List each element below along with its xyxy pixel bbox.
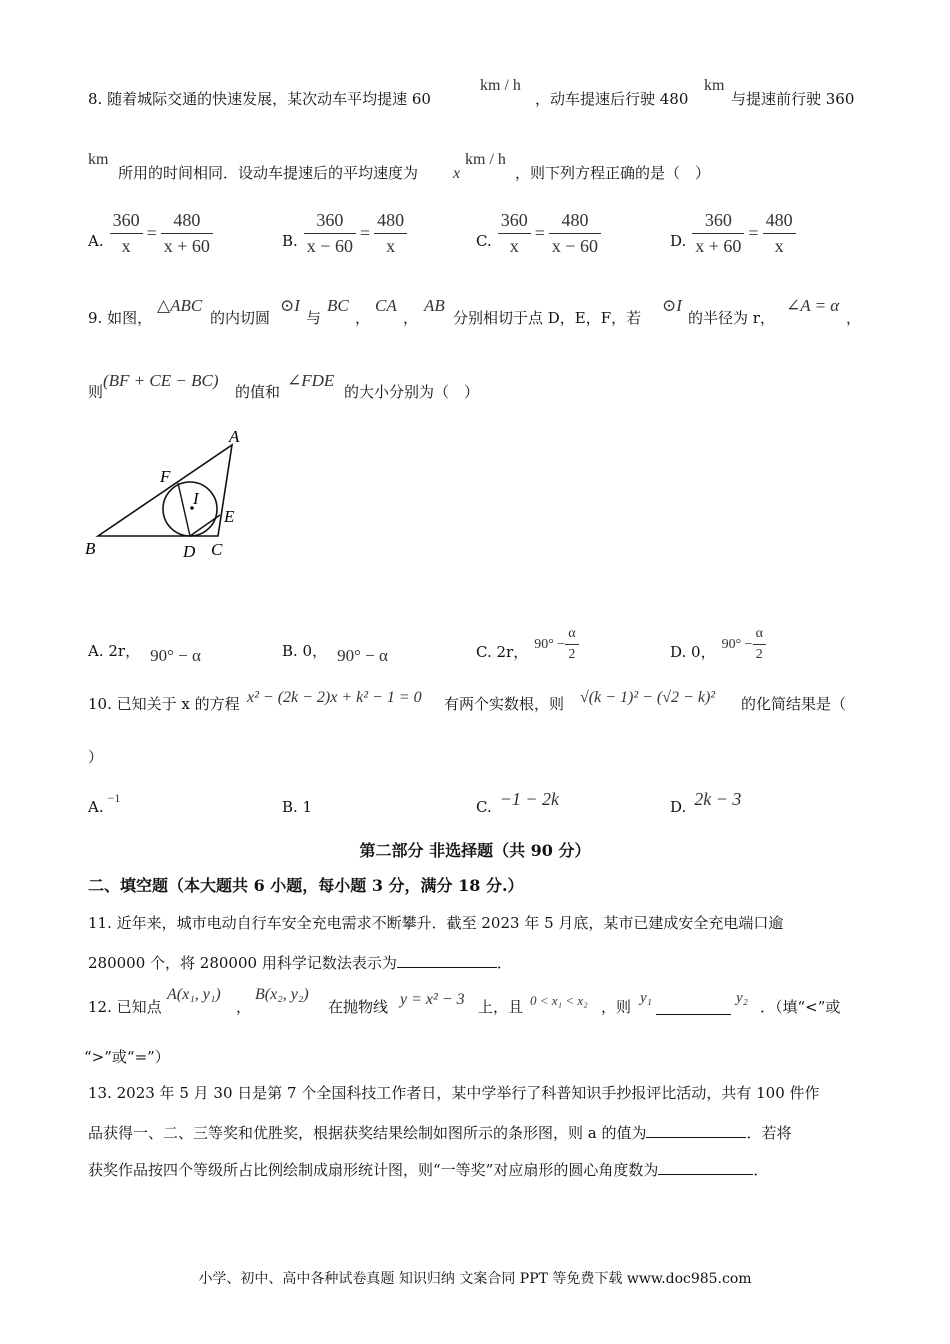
q12-e: ．（填“<”或 [760,998,841,1016]
q12-c: 上，且 [478,998,524,1016]
part-two-heading: 第二部分 非选择题（共 90 分） [359,841,591,860]
q9-h: 的值和 [235,383,281,401]
footer-text[interactable]: 小学、初中、高中各种试卷真题 知识归纳 文案合同 PPT 等免费下载 www.doc985.com [198,1271,752,1287]
q8-line2: 所用的时间相同．设动车提速后的平均速度为 [118,164,419,182]
q9-f: ， [846,309,862,327]
fraction: $\frac{\alpha}{2}$ [753,626,766,663]
q12-y2: y₂ [736,990,748,1006]
q9-comma1: ， [355,309,371,327]
fraction: $\frac{360}{x + 60}$ [692,210,744,257]
q10-option-d[interactable]: D. 2k − 3 [670,788,742,816]
q8-line1: 8. 随着城际交通的快速发展，某次动车平均提速 60 [88,90,431,108]
q13-line3: 获奖作品按四个等级所占比例绘制成扇形统计图，则“一等奖”对应扇形的圆心角度数为 ． [88,1161,769,1179]
q9-ab: AB [424,296,445,315]
fraction: $\frac{360}{x - 60}$ [304,210,356,257]
label-b: B [85,539,96,558]
q12-a: 12. 已知点 [88,998,162,1016]
q10-option-b[interactable]: B. 1 [282,798,313,816]
q13-line2: 品获得一、二、三等奖和优胜奖，根据获奖结果绘制如图所示的条形图，则 a 的值为 ．若将 [88,1124,792,1142]
label-c: C [211,540,223,559]
section-fill-blank-heading: 二、填空题（本大题共 6 小题，每小题 3 分，满分 18 分.） [88,876,524,895]
q9-comma2: ， [403,309,419,327]
q9-angle-a: ∠A = α [786,296,840,315]
q8-line1b: ，动车提速后行驶 480 [535,90,689,108]
fraction: $\frac{360}{x}$ [498,210,531,257]
q12-condition: 0 < x₁ < x₂ [530,993,588,1008]
q12-comma: ， [236,998,252,1016]
q8-option-c[interactable]: C. $\frac{360}{x}$ = $\frac{480}{x - 60}$ [476,210,601,257]
q12-y1: y₁ [640,990,652,1006]
q9-bc: BC [327,296,349,315]
q9-g: 则 [88,383,104,401]
q9-triangle: △ABC [157,296,203,315]
q9-expression: (BF + CE − BC) [103,371,219,390]
q12-line2: “>”或“=”） [84,1048,170,1066]
q10-c: 的化简结果是（ [741,695,847,713]
q9-a: 9. 如图， [88,309,153,327]
q10-option-a[interactable]: A. −1 [88,790,121,816]
triangle-abc [98,445,232,536]
q8-line2c: ，则下列方程正确的是（ ） [515,164,711,182]
fraction: $\frac{360}{x}$ [110,210,143,257]
q10-expression: √(k − 1)² − (√2 − k)² [580,689,716,706]
label-f: F [160,467,171,486]
q8-unit-kmh: km / h [480,77,521,94]
triangle-incircle-figure [80,420,280,570]
q9-i: 的大小分别为（ ） [344,383,480,401]
q10-option-c[interactable]: C. −1 − 2k [476,788,560,816]
q8-line1c: 与提速前行驶 360 [731,90,855,108]
q10-close: ） [88,748,104,766]
q11-line2: 280000 个，将 280000 用科学记数法表示为 ． [88,954,512,972]
fraction: $\frac{480}{x}$ [763,210,796,257]
fraction: $\frac{480}{x + 60}$ [161,210,213,257]
answer-blank[interactable] [658,1160,753,1175]
fraction: $\frac{480}{x}$ [374,210,407,257]
q12-blank-wrap [656,1000,731,1018]
fraction: $\frac{480}{x - 60}$ [549,210,601,257]
answer-blank[interactable] [646,1123,746,1138]
label-a: A [229,427,240,446]
q12-point-b: B(x₂, y₂) [255,986,309,1003]
q8-unit-km: km [704,77,725,94]
fraction: $\frac{\alpha}{2}$ [565,626,578,663]
segment-fd [178,483,190,536]
q12-d: ，则 [601,998,632,1016]
q8-option-d[interactable]: D. $\frac{360}{x + 60}$ = $\frac{480}{x}$ [670,210,796,257]
answer-blank[interactable] [397,953,497,968]
q9-angle-fde: ∠FDE [287,371,335,390]
segment-de [190,515,220,536]
q9-e: 的半径为 r， [688,309,775,327]
q9-option-d[interactable]: D. 0， 90° − $\frac{\alpha}{2}$ [670,626,766,663]
q13-line1: 13. 2023 年 5 月 30 日是第 7 个全国科技工作者日，某中学举行了科普知识手抄报评比活动，共有 100 件作 [88,1084,820,1102]
answer-blank[interactable] [656,1000,731,1015]
q11-line1: 11. 近年来，城市电动自行车安全充电需求不断攀升．截至 2023 年 5 月底，某市已建成安全充电端口逾 [88,914,784,932]
q12-parabola: y = x² − 3 [400,991,465,1008]
q9-d: 分别相切于点 D，E，F，若 [453,309,642,327]
q8-option-a[interactable]: A. $\frac{360}{x}$ = $\frac{480}{x + 60}$ [88,210,213,257]
q10-a: 10. 已知关于 x 的方程 [88,695,240,713]
q8-unit-kmh2: km / h [465,151,506,168]
q10-b: 有两个实数根，则 [444,695,565,713]
q12-point-a: A(x₁, y₁) [167,986,221,1003]
label-e: E [224,507,235,526]
q8-option-b[interactable]: B. $\frac{360}{x - 60}$ = $\frac{480}{x}$ [282,210,407,257]
label-d: D [183,542,196,561]
q9-b: 的内切圆 [210,309,271,327]
q9-circle-i2: ⊙I [662,296,682,315]
q9-ca: CA [375,296,397,315]
incircle [163,482,217,536]
q9-c: 与 [306,309,322,327]
q9-option-b[interactable]: B. 0， 90° − α [282,641,388,665]
label-i: I [193,489,199,508]
q9-circle-i: ⊙I [280,296,300,315]
q10-equation: x² − (2k − 2)x + k² − 1 = 0 [247,689,422,706]
q8-unit-km2: km [88,151,109,168]
q9-option-c[interactable]: C. 2r， 90° − $\frac{\alpha}{2}$ [476,626,579,663]
q8-var-x: x [453,165,461,182]
q9-option-a[interactable]: A. 2r， 90° − α [88,641,201,665]
q12-b: 在抛物线 [328,998,389,1016]
